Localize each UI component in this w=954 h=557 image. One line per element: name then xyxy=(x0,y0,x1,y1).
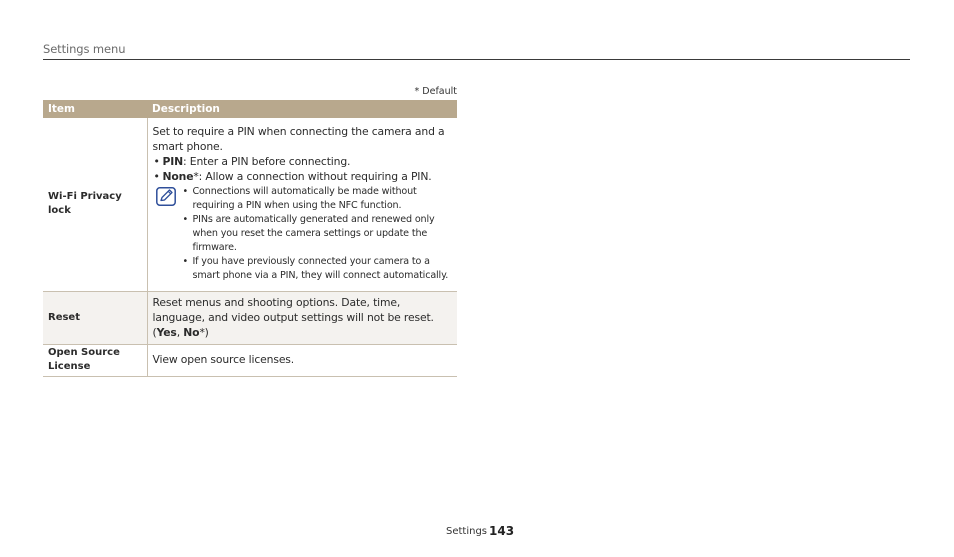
list-item: • If you have previously connected your camera to a smart phone via a PIN, they will connect automatically. xyxy=(183,255,453,283)
option-no: No xyxy=(183,325,200,339)
list-item xyxy=(153,154,453,169)
description-text: Reset menus and shooting options. Date, time, language, and video output settings will not be reset. ( xyxy=(152,295,434,339)
header-divider xyxy=(43,59,910,60)
list-item xyxy=(153,169,453,184)
table-row xyxy=(43,118,457,291)
option-name: PIN xyxy=(162,155,184,169)
description-text-end: *) xyxy=(199,325,209,339)
description-intro: Set to require a PIN when connecting the camera and a smart phone. xyxy=(152,125,445,154)
pencil-note-icon xyxy=(156,187,176,206)
table-row xyxy=(43,344,457,376)
page-number: 143 xyxy=(489,524,515,538)
description-cell: View open source licenses. xyxy=(147,344,457,376)
table-row xyxy=(43,291,457,344)
footer-section-label: Settings xyxy=(446,526,488,537)
option-list xyxy=(153,154,453,184)
option-separator: , xyxy=(176,325,184,339)
list-item: • PINs are automatically generated and renewed only when you reset the camera settings or update the firmware. xyxy=(183,213,453,255)
item-cell: Wi-Fi Privacy lock xyxy=(43,118,147,291)
description-cell xyxy=(147,118,457,291)
note-list xyxy=(183,185,453,283)
column-header-item: Item xyxy=(43,100,147,118)
settings-table xyxy=(43,100,457,377)
table-header-row xyxy=(43,100,457,118)
section-title: Settings menu xyxy=(43,42,126,56)
default-note: * Default xyxy=(414,86,457,97)
option-name: None xyxy=(162,170,194,184)
option-yes: Yes xyxy=(156,325,177,339)
list-item: • Connections will automatically be made without requiring a PIN when using the NFC function. xyxy=(183,185,453,213)
note-box xyxy=(153,185,453,283)
option-description: *: Allow a connection without requiring a PIN. xyxy=(193,170,432,184)
column-header-description: Description xyxy=(147,100,457,118)
option-description: : Enter a PIN before connecting. xyxy=(183,155,351,169)
item-cell: Open Source License xyxy=(43,344,147,376)
description-cell xyxy=(147,291,457,344)
item-cell: Reset xyxy=(43,291,147,344)
